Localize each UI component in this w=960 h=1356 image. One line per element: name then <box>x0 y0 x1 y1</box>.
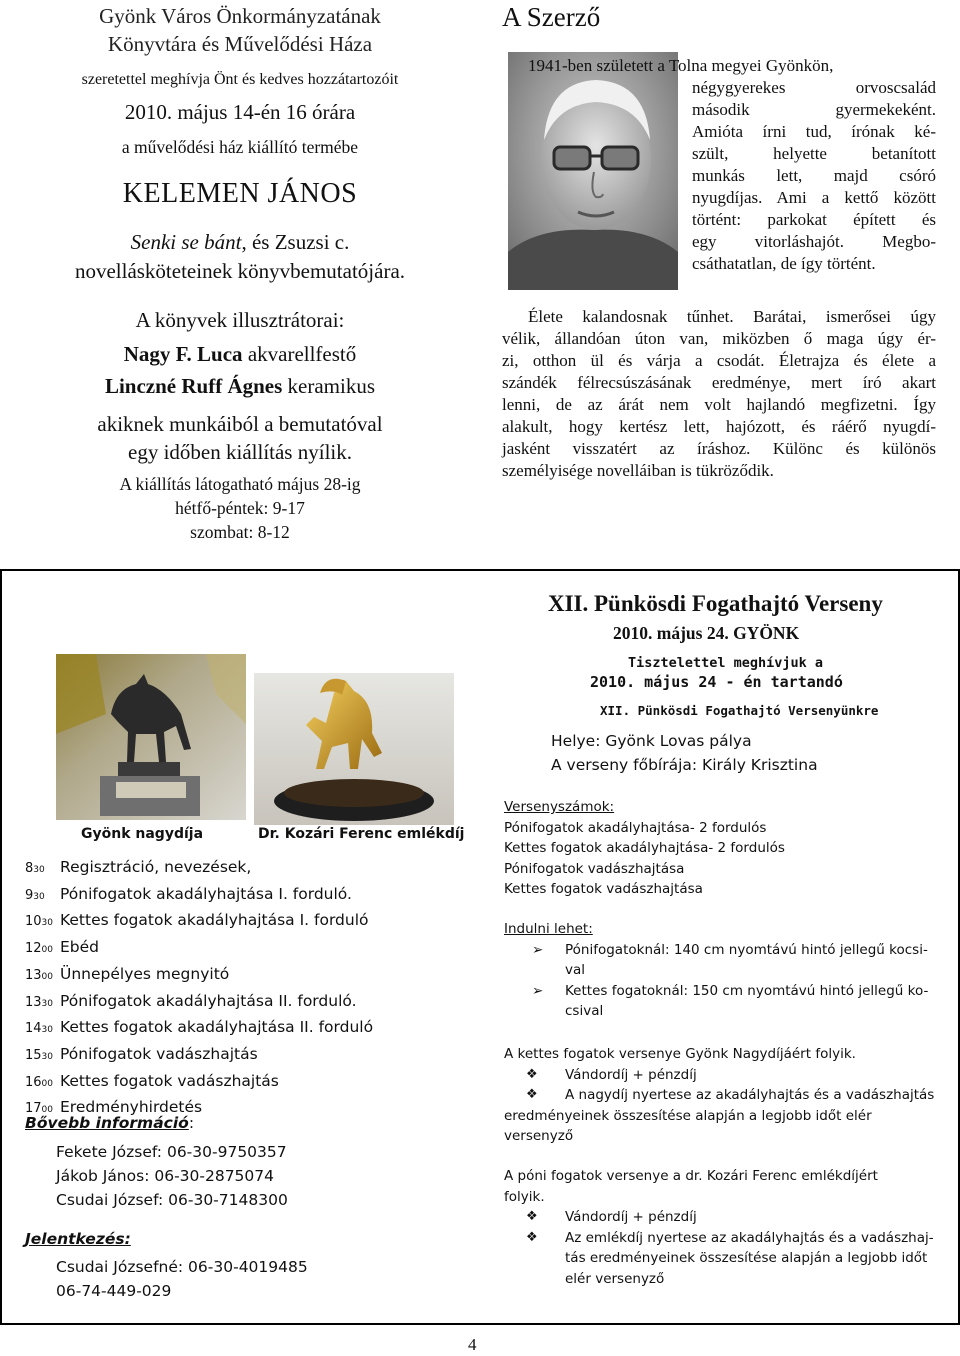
registration-heading <box>25 1230 131 1248</box>
grand-prize-section <box>504 1044 944 1147</box>
invite-line: szeretettel meghívja Önt és kedves hozzátartozóit <box>81 71 399 88</box>
illustrator-1-role: akvarellfestő <box>242 342 357 366</box>
schedule-minute: 30 <box>33 891 45 902</box>
illustrator-1-name: Nagy F. Luca <box>123 342 243 366</box>
author-portrait-photo <box>508 52 678 290</box>
organizer-line-2: Könyvtára és Művelődési Háza <box>107 32 373 56</box>
schedule-row <box>25 936 373 963</box>
schedule-minute: 30 <box>41 1051 53 1062</box>
bio-line: munkás lett, majd csóró <box>692 166 936 185</box>
race-venue: Helye: Gyönk Lovas pálya <box>551 732 752 750</box>
schedule-hour: 16 <box>25 1074 42 1090</box>
schedule-text: Kettes fogatok vadászhajtás <box>60 1071 279 1090</box>
arrow-bullet-icon: ➢ <box>532 982 544 999</box>
book-line-2: novellásköteteinek könyvbemutatójára. <box>74 259 406 283</box>
registration-list <box>56 1255 308 1303</box>
eligible-label: Indulni lehet: <box>504 921 593 937</box>
illustrators-heading: A könyvek illusztrátorai: <box>135 308 345 332</box>
event-item: Kettes fogatok vadászhajtása <box>504 881 703 897</box>
race-date: 2010. május 24. GYÖNK <box>613 623 800 643</box>
diamond-bullet-icon: ❖ <box>526 1229 538 1245</box>
schedule-minute: 30 <box>41 918 53 929</box>
author-section-title: A Szerző <box>502 2 601 32</box>
event-item: Pónifogatok vadászhajtása <box>504 860 685 877</box>
author-bio-first-line: 1941-ben született a Tolna megyei Gyönkön, <box>528 56 834 75</box>
schedule-row <box>25 990 373 1017</box>
schedule-minute: 00 <box>41 971 53 982</box>
schedule-hour: 9 <box>25 887 34 903</box>
bio-line: nyugdíjas. Ami a kettő között <box>692 188 936 207</box>
race-title: XII. Pünkösdi Fogathajtó Verseny <box>548 591 883 616</box>
eligible-line: Kettes fogatoknál: 150 cm nyomtávú hintó jellegű ko- <box>565 982 929 999</box>
book-line-1 <box>20 230 460 255</box>
book-line-1-rest: , és Zsuzsi c. <box>241 230 350 254</box>
grand-prize-tail: eredményeinek összesítése alapján a legjobb időt elér <box>504 1107 872 1124</box>
bio-line: négygyerekes orvoscsalád <box>692 78 936 97</box>
pony-prize-item-line: Az emlékdíj nyertese az akadályhajtás és a vadászhaj- <box>565 1229 934 1246</box>
trophy-caption-left: Gyönk nagydíja <box>81 826 204 842</box>
schedule-hour: 15 <box>25 1047 42 1063</box>
registration-item: Csudai Józsefné: 06-30-4019485 <box>56 1258 308 1276</box>
contact-item: Jákob János: 06-30-2875074 <box>56 1167 275 1185</box>
author-bio-column <box>692 77 936 275</box>
illustrator-2 <box>20 374 460 399</box>
schedule-row <box>25 1070 373 1097</box>
bio-line: történt: parkokat épített és <box>692 210 936 229</box>
trophy-caption-right: Dr. Kozári Ferenc emlékdíj <box>258 826 465 842</box>
exhibition-line-1: akiknek munkáiból a bemutatóval <box>97 412 383 436</box>
eligible-line: csival <box>565 1003 604 1019</box>
pony-prize-text: A póni fogatok versenye a dr. Kozári Ferenc emlékdíjért <box>504 1168 878 1184</box>
illustrator-2-name: Linczné Ruff Ágnes <box>104 374 283 398</box>
pony-prize-section <box>504 1166 944 1289</box>
schedule-text: Pónifogatok akadályhajtása II. forduló. <box>60 991 357 1010</box>
pony-prize-item <box>504 1228 944 1290</box>
schedule-text: Ünnepélyes megnyitó <box>60 964 230 983</box>
bio2-line: alakult, hogy kertész lett, hajózott, és ráérő nyugdí- <box>502 417 936 436</box>
author-bio-paragraph <box>502 306 936 482</box>
book-title: Senki se bánt <box>130 230 242 254</box>
grand-prize-item-line: A nagydíj nyertese az akadályhajtás és a vadászhajtás <box>565 1087 935 1103</box>
illustrator-2-role: keramikus <box>282 374 376 398</box>
grand-prize-item <box>504 1085 944 1106</box>
eligible-item <box>504 940 944 981</box>
schedule-minute: 30 <box>41 1025 53 1036</box>
schedule-row <box>25 963 373 990</box>
schedule-text: Pónifogatok vadászhajtás <box>60 1044 258 1063</box>
schedule-minute: 00 <box>41 1105 53 1116</box>
bio2-line: szándék félrecsúszásának eredménye, mert író akart <box>502 373 936 392</box>
illustrator-1 <box>20 342 460 367</box>
visit-line-3: szombat: 8-12 <box>190 522 290 542</box>
schedule-text: Kettes fogatok akadályhajtása II. forduló <box>60 1018 374 1037</box>
bio-line: csáthatatlan, de így történt. <box>692 254 876 273</box>
pony-prize-item-line: tás eredményeinek összesítése alapján a legjobb időt <box>565 1250 928 1266</box>
bio2-line: vélik, állandóan úton van, miközben ő maga úgy ér- <box>502 329 936 348</box>
schedule-hour: 10 <box>25 914 42 930</box>
contact-item: Fekete József: 06-30-9750357 <box>56 1143 287 1161</box>
arrow-bullet-icon: ➢ <box>532 941 544 958</box>
schedule-hour: 12 <box>25 941 42 957</box>
eligibility-section <box>504 919 944 1022</box>
schedule-text: Eredményhirdetés <box>60 1098 203 1117</box>
more-info-colon: : <box>188 1114 195 1132</box>
visit-line-2: hétfő-péntek: 9-17 <box>175 498 305 518</box>
diamond-bullet-icon: ❖ <box>526 1209 538 1224</box>
grand-prize-item-line: Vándordíj + pénzdíj <box>565 1066 697 1083</box>
grand-prize-text: A kettes fogatok versenye Gyönk Nagydíjáért folyik. <box>504 1046 856 1062</box>
schedule-hour: 17 <box>25 1101 42 1117</box>
visit-line-1: A kiállítás látogatható május 28-ig <box>119 474 361 494</box>
horse-trophy-photo <box>56 654 246 820</box>
contact-list <box>56 1140 288 1212</box>
event-date-line: 2010. május 14-én 16 órára <box>124 100 356 124</box>
schedule-minute: 00 <box>41 1078 53 1089</box>
event-item: Pónifogatok akadályhajtása- 2 fordulós <box>504 819 767 836</box>
golden-horse-trophy-photo <box>254 673 454 825</box>
schedule-row <box>25 1043 373 1070</box>
bio2-line: jasként visszatért az íráshoz. Különc és különös <box>502 439 936 458</box>
schedule-minute: 00 <box>41 945 53 956</box>
race-invite-line-3: XII. Pünkösdi Fogathajtó Versenyünkre <box>600 703 879 718</box>
bio-line: szült, helyette betanított <box>692 144 936 163</box>
schedule-row <box>25 883 373 910</box>
bio-line: második gyermekeként. <box>692 100 936 119</box>
event-place-line: a művelődési ház kiállító termébe <box>121 137 359 157</box>
registration-item: 06-74-449-029 <box>56 1282 172 1300</box>
eligible-line: val <box>565 962 586 978</box>
schedule-minute: 30 <box>41 998 53 1009</box>
bio-line: Amióta írni tud, írónak ké- <box>692 122 936 141</box>
schedule-row <box>25 909 373 936</box>
bio2-line: Élete kalandosnak tűnhet. Barátai, ismerősei úgy <box>528 307 936 326</box>
schedule-hour: 13 <box>25 967 42 983</box>
pony-prize-item-line: Vándordíj + pénzdíj <box>565 1209 697 1225</box>
exhibition-line-2: egy időben kiállítás nyílik. <box>128 440 352 464</box>
registration-label: Jelentkezés: <box>25 1230 131 1248</box>
grand-prize-tail: versenyző <box>504 1128 574 1144</box>
eligible-line: Pónifogatoknál: 140 cm nyomtávú hintó jellegű kocsi- <box>565 941 928 958</box>
bio2-line: zi, otthon ül és várja a csodát. Életrajza és élete a <box>502 351 936 370</box>
schedule-text: Regisztráció, nevezések, <box>60 858 252 876</box>
race-schedule <box>25 856 373 1123</box>
organizer-line-1: Gyönk Város Önkormányzatának <box>99 4 381 28</box>
more-info-label: Bővebb információ <box>25 1114 189 1132</box>
schedule-text: Ebéd <box>60 938 100 957</box>
schedule-hour: 13 <box>25 994 42 1010</box>
diamond-bullet-icon: ❖ <box>526 1087 538 1102</box>
diamond-bullet-icon: ❖ <box>526 1066 538 1082</box>
schedule-row <box>25 1016 373 1043</box>
events-label: Versenyszámok: <box>504 799 615 815</box>
race-invite-line-1: Tisztelettel meghívjuk a <box>628 655 824 671</box>
grand-prize-item <box>504 1065 944 1086</box>
schedule-row <box>25 856 373 883</box>
schedule-hour: 8 <box>25 861 34 876</box>
author-name-heading: KELEMEN JÁNOS <box>122 178 358 209</box>
schedule-text: Pónifogatok akadályhajtása I. forduló. <box>60 884 352 903</box>
page-number: 4 <box>468 1335 477 1354</box>
race-judge: A verseny főbírája: Király Krisztina <box>551 756 818 774</box>
schedule-text: Kettes fogatok akadályhajtása I. forduló <box>60 911 369 930</box>
race-invite-line-2: 2010. május 24 - én tartandó <box>590 673 843 691</box>
more-info-heading <box>25 1114 194 1132</box>
contact-item: Csudai József: 06-30-7148300 <box>56 1191 288 1209</box>
events-section <box>504 797 785 900</box>
pony-prize-text: folyik. <box>504 1188 545 1205</box>
eligible-item <box>504 981 944 1022</box>
schedule-hour: 14 <box>25 1021 42 1037</box>
bio-line: egy vitorláshajót. Megbo- <box>692 232 936 251</box>
event-item: Kettes fogatok akadályhajtása- 2 fordulós <box>504 840 785 856</box>
pony-prize-item-line: elér versenyző <box>565 1270 665 1287</box>
schedule-minute: 30 <box>33 865 45 875</box>
bio2-line: személyisége novelláiban is tükröződik. <box>502 461 774 480</box>
bio2-line: lenni, de az árát nem volt hajlandó megfizetni. Így <box>502 395 936 414</box>
pony-prize-item <box>504 1207 944 1228</box>
